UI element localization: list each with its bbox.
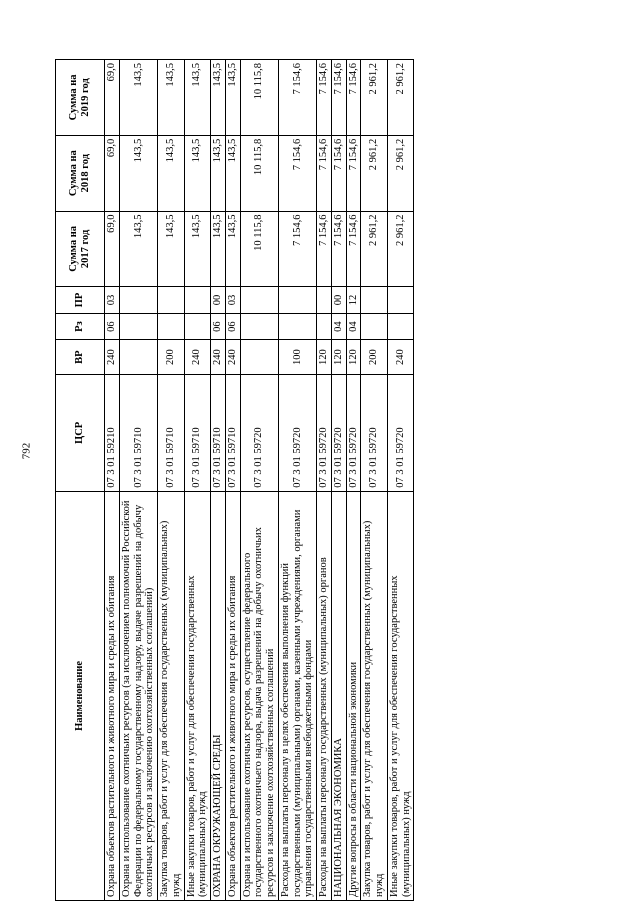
cell-csr: 07 3 01 59710 <box>119 374 157 491</box>
cell-sum-2019: 7 154,6 <box>331 60 346 136</box>
cell-sum-2018: 143,5 <box>158 135 185 211</box>
header-sum-2019: Сумма на 2019 год <box>56 60 105 136</box>
cell-sum-2017: 143,5 <box>211 211 226 287</box>
cell-name: Охрана объектов растительного и животного мира и среды их обитания <box>225 491 240 900</box>
header-sum-2017: Сумма на 2017 год <box>56 211 105 287</box>
cell-sum-2019: 143,5 <box>158 60 185 136</box>
cell-csr: 07 3 01 59720 <box>240 374 278 491</box>
cell-pr <box>278 287 316 314</box>
table-header-row <box>56 60 105 901</box>
cell-rz: 06 <box>225 313 240 340</box>
cell-csr: 07 3 01 59710 <box>184 374 211 491</box>
cell-csr: 07 3 01 59720 <box>331 374 346 491</box>
cell-sum-2019: 143,5 <box>184 60 211 136</box>
table-row <box>278 60 316 901</box>
cell-rz: 04 <box>346 313 361 340</box>
budget-table <box>55 59 414 901</box>
cell-csr: 07 3 01 59720 <box>361 374 388 491</box>
table-row <box>331 60 346 901</box>
cell-sum-2017: 143,5 <box>184 211 211 287</box>
cell-name: Другие вопросы в области национальной экономики <box>346 491 361 900</box>
header-rz: Рз <box>56 313 105 340</box>
cell-vr: 200 <box>158 340 185 375</box>
cell-pr <box>119 287 157 314</box>
cell-csr: 07 3 01 59720 <box>278 374 316 491</box>
cell-sum-2019: 143,5 <box>225 60 240 136</box>
cell-vr: 120 <box>317 340 332 375</box>
table-row <box>387 60 414 901</box>
cell-name: Иные закупки товаров, работ и услуг для обеспечения государственных (муниципальных) нужд <box>184 491 211 900</box>
cell-name: Охрана и использование охотничьих ресурсов, осуществление федерального государственного охотничьего надзора, выдача разрешений на добычу охотничьих ресурсов и заключение охотхозяйственных соглашений <box>240 491 278 900</box>
cell-name: Иные закупки товаров, работ и услуг для обеспечения государственных (муниципальных) нужд <box>387 491 414 900</box>
cell-sum-2018: 2 961,2 <box>387 135 414 211</box>
cell-pr: 03 <box>105 287 120 314</box>
cell-rz <box>240 313 278 340</box>
cell-vr: 240 <box>184 340 211 375</box>
table-row <box>211 60 226 901</box>
cell-sum-2018: 143,5 <box>119 135 157 211</box>
cell-pr <box>387 287 414 314</box>
cell-name: Охрана объектов растительного и животного мира и среды их обитания <box>105 491 120 900</box>
cell-csr: 07 3 01 59720 <box>317 374 332 491</box>
cell-csr: 07 3 01 59720 <box>346 374 361 491</box>
cell-vr: 240 <box>105 340 120 375</box>
cell-vr: 240 <box>387 340 414 375</box>
cell-pr <box>240 287 278 314</box>
cell-pr <box>158 287 185 314</box>
cell-sum-2018: 143,5 <box>184 135 211 211</box>
cell-vr <box>119 340 157 375</box>
page-number: 792 <box>20 442 33 460</box>
cell-rz: 04 <box>331 313 346 340</box>
cell-sum-2018: 2 961,2 <box>361 135 388 211</box>
cell-pr <box>361 287 388 314</box>
table-row <box>119 60 157 901</box>
table-row <box>240 60 278 901</box>
cell-sum-2019: 2 961,2 <box>361 60 388 136</box>
cell-sum-2017: 7 154,6 <box>331 211 346 287</box>
header-pr: ПР <box>56 287 105 314</box>
cell-csr: 07 3 01 59710 <box>158 374 185 491</box>
cell-sum-2019: 7 154,6 <box>346 60 361 136</box>
cell-sum-2018: 69,0 <box>105 135 120 211</box>
cell-csr: 07 3 01 59720 <box>387 374 414 491</box>
cell-name: Закупка товаров, работ и услуг для обеспечения государственных (муниципальных) нужд <box>361 491 388 900</box>
cell-csr: 07 3 01 59210 <box>105 374 120 491</box>
cell-sum-2019: 143,5 <box>211 60 226 136</box>
cell-rz <box>317 313 332 340</box>
table-row <box>105 60 120 901</box>
cell-name: Расходы на выплаты персоналу в целях обеспечения выполнения функций государственными (муниципальными) органами, казенными учреждениями, органами управления государственными внебюджетными фондами <box>278 491 316 900</box>
cell-vr: 200 <box>361 340 388 375</box>
cell-sum-2017: 2 961,2 <box>387 211 414 287</box>
cell-sum-2019: 7 154,6 <box>317 60 332 136</box>
cell-vr: 120 <box>346 340 361 375</box>
cell-sum-2018: 7 154,6 <box>331 135 346 211</box>
cell-sum-2017: 143,5 <box>158 211 185 287</box>
cell-vr <box>240 340 278 375</box>
cell-rz <box>278 313 316 340</box>
cell-name: Охрана и использование охотничьих ресурсов (за исключением полномочий Российской Федерации по федеральному государственному надзору, выдаче разрешений на добычу охотничьих ресурсов и заключению охотхозяйственных соглашений) <box>119 491 157 900</box>
cell-sum-2017: 7 154,6 <box>346 211 361 287</box>
cell-sum-2018: 7 154,6 <box>278 135 316 211</box>
cell-name: Закупка товаров, работ и услуг для обеспечения государственных (муниципальных) нужд <box>158 491 185 900</box>
table-row <box>184 60 211 901</box>
cell-vr: 120 <box>331 340 346 375</box>
cell-sum-2019: 69,0 <box>105 60 120 136</box>
cell-pr <box>317 287 332 314</box>
cell-sum-2017: 2 961,2 <box>361 211 388 287</box>
table-row <box>158 60 185 901</box>
table-row <box>317 60 332 901</box>
cell-name: ОХРАНА ОКРУЖАЮЩЕЙ СРЕДЫ <box>211 491 226 900</box>
cell-name: НАЦИОНАЛЬНАЯ ЭКОНОМИКА <box>331 491 346 900</box>
table-row <box>346 60 361 901</box>
cell-pr: 12 <box>346 287 361 314</box>
cell-rz <box>361 313 388 340</box>
cell-sum-2019: 143,5 <box>119 60 157 136</box>
cell-pr: 03 <box>225 287 240 314</box>
cell-sum-2018: 7 154,6 <box>317 135 332 211</box>
cell-sum-2017: 10 115,8 <box>240 211 278 287</box>
cell-vr: 100 <box>278 340 316 375</box>
header-name: Наименование <box>56 491 105 900</box>
cell-vr: 240 <box>211 340 226 375</box>
cell-name: Расходы на выплаты персоналу государственных (муниципальных) органов <box>317 491 332 900</box>
cell-sum-2018: 7 154,6 <box>346 135 361 211</box>
cell-sum-2019: 7 154,6 <box>278 60 316 136</box>
table-body <box>105 60 414 901</box>
cell-vr: 240 <box>225 340 240 375</box>
cell-sum-2018: 143,5 <box>225 135 240 211</box>
cell-rz <box>119 313 157 340</box>
cell-rz <box>158 313 185 340</box>
cell-sum-2017: 143,5 <box>119 211 157 287</box>
table-row <box>225 60 240 901</box>
cell-sum-2017: 7 154,6 <box>278 211 316 287</box>
cell-rz <box>387 313 414 340</box>
rotated-table-container <box>55 59 611 901</box>
cell-rz <box>184 313 211 340</box>
cell-sum-2018: 10 115,8 <box>240 135 278 211</box>
cell-pr: 00 <box>331 287 346 314</box>
cell-pr <box>184 287 211 314</box>
cell-csr: 07 3 01 59710 <box>211 374 226 491</box>
cell-sum-2019: 2 961,2 <box>387 60 414 136</box>
cell-rz: 06 <box>211 313 226 340</box>
header-sum-2018: Сумма на 2018 год <box>56 135 105 211</box>
cell-pr: 00 <box>211 287 226 314</box>
cell-rz: 06 <box>105 313 120 340</box>
cell-csr: 07 3 01 59710 <box>225 374 240 491</box>
cell-sum-2018: 143,5 <box>211 135 226 211</box>
cell-sum-2019: 10 115,8 <box>240 60 278 136</box>
cell-sum-2017: 69,0 <box>105 211 120 287</box>
header-vr: ВР <box>56 340 105 375</box>
cell-sum-2017: 143,5 <box>225 211 240 287</box>
table-row <box>361 60 388 901</box>
cell-sum-2017: 7 154,6 <box>317 211 332 287</box>
header-csr: ЦСР <box>56 374 105 491</box>
